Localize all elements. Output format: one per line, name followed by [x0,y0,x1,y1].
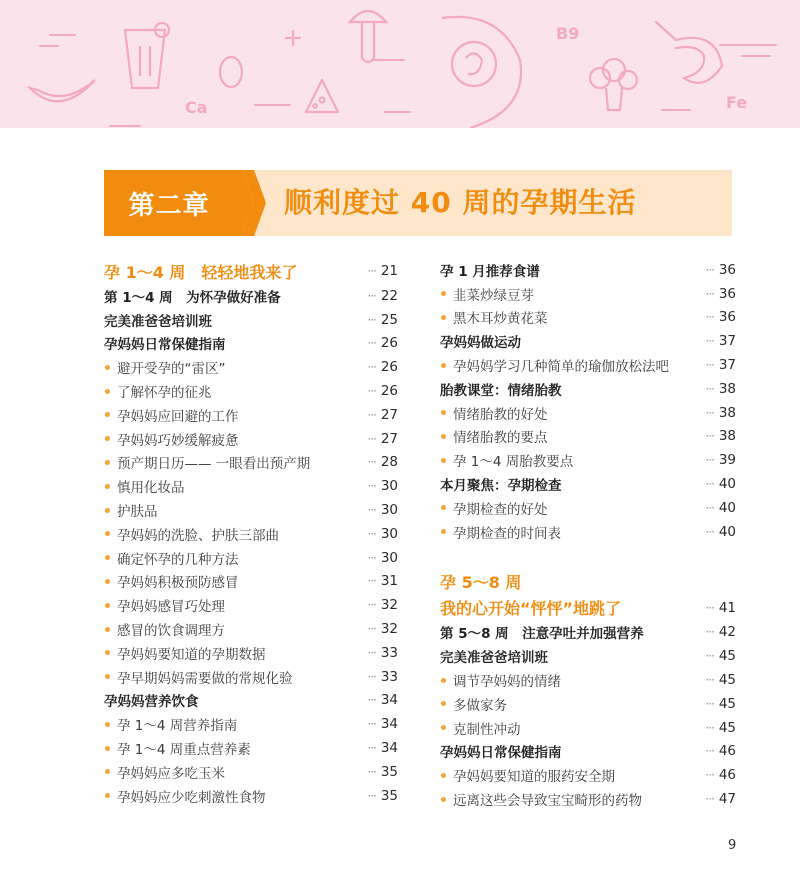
toc-subentry[interactable] [104,355,398,379]
bullet-dot-icon [105,412,110,417]
toc-subentry[interactable] [104,474,398,498]
toc-entry-label: 孕妈妈应少吃刺激性食物 [117,789,266,806]
page-ref: 47 [718,791,736,808]
page-ref: 31 [380,573,398,590]
page-number: 9 [728,838,737,853]
page-ref: 33 [380,668,398,685]
week-heading-line2[interactable] [440,595,736,621]
bullet-dot-icon [105,365,110,370]
toc-entry-label: 慎用化妆品 [117,480,185,497]
page-ref: 30 [380,525,398,542]
dot-leader: ··· [367,479,376,494]
page-ref: 28 [380,454,398,471]
toc-entry-label: 情绪胎教的好处 [453,406,548,423]
toc-subentry[interactable] [440,448,736,472]
toc-entry-label: 孕 1～4 周重点营养素 [117,742,251,759]
toc-subentry[interactable] [440,496,736,520]
nutrition-doodles [0,0,800,128]
page-ref: 36 [718,285,736,302]
dot-leader: ··· [705,358,714,373]
broccoli-icon [590,59,637,110]
toc-entry-label: 孕早期妈妈需要做的常规化验 [117,670,293,687]
toc-section-entry[interactable] [440,258,736,282]
dot-leader: ··· [705,262,714,277]
toc-subentry[interactable] [104,379,398,403]
page-ref: 40 [718,499,736,516]
page-ref: 25 [380,311,398,328]
dot-leader: ··· [367,312,376,327]
page-ref: 34 [380,692,398,709]
bullet-dot-icon [441,725,446,730]
dot-leader: ··· [367,264,376,278]
toc-entry-label: 孕妈妈日常保健指南 [104,337,226,354]
dot-leader: ··· [367,336,376,351]
bullet-dot-icon [441,797,446,802]
toc-entry-label: 胎教课堂：情绪胎教 [440,382,562,399]
page-ref: 32 [380,621,398,638]
toc-entry-label: 孕妈妈学习几种简单的瑜伽放松法吧 [453,359,669,376]
bullet-dot-icon [105,508,110,513]
toc-subentry[interactable] [440,425,736,449]
dot-leader: ··· [705,381,714,396]
dot-leader: ··· [367,669,376,684]
toc-entry-label: 调节孕妈妈的情绪 [453,674,561,691]
chapter-title: 顺利度过 40 周的孕期生活 [284,186,637,219]
page-ref: 36 [718,261,736,278]
bullet-dot-icon [105,627,110,632]
toc-subentry[interactable] [104,617,398,641]
toc-subentry[interactable] [104,736,398,760]
chapter-tag [104,170,242,236]
plus-icon [286,31,300,45]
dot-leader: ··· [705,334,714,349]
toc-entry-label: 孕妈妈应回避的工作 [117,408,239,425]
dot-leader: ··· [367,788,376,803]
calcium-label: Ca [185,98,208,117]
page-ref: 26 [380,335,398,352]
toc-entry-label: 多做家务 [453,697,507,714]
bullet-dot-icon [105,722,110,727]
toc-entry-label: 本月聚焦：孕期检查 [440,478,562,495]
toc-section-entry[interactable] [104,308,398,332]
bullet-dot-icon [441,410,446,415]
toc-entry-label: 了解怀孕的征兆 [117,385,212,402]
page-ref: 26 [380,359,398,376]
toc-subentry[interactable] [104,784,398,808]
toc-entry-label: 远离这些会导致宝宝畸形的药物 [453,793,642,810]
page-ref: 45 [718,672,736,689]
dot-leader: ··· [367,407,376,422]
page-ref: 30 [380,502,398,519]
toc-entry-label: 感冒的饮食调理方 [117,623,225,640]
cheese-icon [306,80,338,112]
dot-leader: ··· [367,574,376,589]
bullet-dot-icon [105,769,110,774]
page-ref: 26 [380,383,398,400]
dot-leader: ··· [367,622,376,637]
toc-entry-label: 孕 1～4 周营养指南 [117,718,238,735]
page-ref: 45 [718,648,736,665]
week-heading[interactable] [104,258,398,284]
page-ref: 30 [380,478,398,495]
page-ref: 46 [718,743,736,760]
toc-subentry[interactable] [440,692,736,716]
mushroom-icon [350,11,386,62]
toc-entry-label: 完美准爸爸培训班 [104,313,212,330]
toc-entry-label: 孕妈妈应多吃玉米 [117,765,225,782]
page-ref: 38 [718,380,736,397]
bullet-dot-icon [105,650,110,655]
page-ref: 38 [718,404,736,421]
dot-leader: ··· [367,550,376,565]
toc-entry-label: 黑木耳炒黄花菜 [453,311,548,328]
page-ref: 32 [380,597,398,614]
page-ref: 45 [718,719,736,736]
toc-subentry[interactable] [440,520,736,544]
juice-glass-icon [125,23,169,88]
bullet-dot-icon [105,579,110,584]
week-heading-line1[interactable]: 孕 5～8 周 [440,572,522,592]
toc-subentry[interactable] [440,401,736,425]
toc-subentry[interactable] [440,353,736,377]
dot-leader: ··· [705,649,714,664]
dot-leader: ··· [705,625,714,640]
toc-subentry[interactable] [104,760,398,784]
chapter-number: 第二章 [128,190,210,221]
bullet-dot-icon [441,458,446,463]
toc-entry-label: 孕妈妈做运动 [440,335,521,352]
page-ref: 34 [380,716,398,733]
bullet-dot-icon [105,674,110,679]
toc-subentry[interactable] [104,498,398,522]
toc-entry-label: 孕 1～4 周胎教要点 [453,454,574,471]
dot-leader: ··· [705,429,714,444]
bullet-dot-icon [105,460,110,465]
toc-right-column [440,258,736,811]
bullet-dot-icon [105,436,110,441]
dot-leader: ··· [705,768,714,783]
toc-entry-label: 孕妈妈积极预防感冒 [117,575,239,592]
bullet-dot-icon [441,529,446,534]
dot-leader: ··· [705,500,714,515]
bullet-dot-icon [105,484,110,489]
toc-subentry[interactable] [104,712,398,736]
toc-subentry[interactable] [440,763,736,787]
toc-entry-label: 确定怀孕的几种方法 [117,551,239,568]
toc-subentry[interactable] [104,641,398,665]
toc-left-column [104,258,398,808]
bullet-dot-icon [441,505,446,510]
page-ref: 27 [380,406,398,423]
bullet-dot-icon [441,434,446,439]
toc-subentry[interactable] [104,665,398,689]
page-ref: 39 [718,452,736,469]
toc-section-entry[interactable] [440,472,736,496]
chevron-right-icon [240,170,270,236]
toc-subentry[interactable] [440,282,736,306]
toc-entry-label: 孕 1 月推荐食谱 [440,263,540,280]
block-spacer [440,544,736,570]
toc-subentry[interactable] [104,546,398,570]
dot-leader: ··· [367,431,376,446]
dot-leader: ··· [705,696,714,711]
page-ref: 27 [380,430,398,447]
toc-subentry[interactable] [440,787,736,811]
toc-subentry[interactable] [104,451,398,475]
toc-entry-label: 孕妈妈巧妙缓解疲惫 [117,432,239,449]
dot-leader: ··· [705,600,714,615]
iron-label: Fe [726,93,748,112]
page-ref: 41 [718,599,736,616]
toc-section-entry[interactable] [104,689,398,713]
dot-leader: ··· [367,693,376,708]
dot-leader: ··· [367,360,376,375]
dot-leader: ··· [705,310,714,325]
toc-subentry[interactable] [104,403,398,427]
week-heading-label: 我的心开始“怦怦”地跳了 [440,599,622,619]
dot-leader: ··· [367,717,376,732]
toc-section-entry[interactable] [440,377,736,401]
toc-subentry[interactable] [104,522,398,546]
dot-leader: ··· [367,288,376,303]
page-ref: 37 [718,357,736,374]
bullet-dot-icon [441,291,446,296]
page-ref: 40 [718,523,736,540]
page-ref: 35 [380,787,398,804]
dot-leader: ··· [705,286,714,301]
toc-subentry[interactable] [104,593,398,617]
banana-icon [30,80,95,101]
top-decor-band [0,0,800,128]
bullet-dot-icon [441,678,446,683]
page-ref: 45 [718,695,736,712]
toc-entry-label: 孕 1～4 周 轻轻地我来了 [104,262,298,282]
dot-leader: ··· [367,764,376,779]
page-ref: 33 [380,644,398,661]
toc-subentry[interactable] [104,570,398,594]
dot-leader: ··· [705,744,714,759]
toc-section-entry[interactable] [440,329,736,353]
dot-leader: ··· [705,720,714,735]
toc-entry-label: 孕妈妈日常保健指南 [440,745,562,762]
toc-entry-label: 孕妈妈要知道的孕期数据 [117,646,266,663]
dot-leader: ··· [705,477,714,492]
page-ref: 46 [718,767,736,784]
egg-icon [220,57,242,87]
toc-entry-label: 第 5～8 周 注意孕吐并加强营养 [440,626,644,643]
toc-entry-label: 第 1～4 周 为怀孕做好准备 [104,289,281,306]
vitamin-b9-label: B9 [556,24,580,43]
toc-section-entry[interactable] [440,644,736,668]
dot-leader: ··· [367,741,376,756]
toc-entry-label: 护肤品 [117,504,158,521]
page-ref: 40 [718,476,736,493]
toc-subentry[interactable] [440,716,736,740]
toc-section-entry[interactable] [440,740,736,764]
toc-subentry[interactable] [440,306,736,330]
toc-section-entry[interactable] [104,284,398,308]
toc-entry-label: 孕妈妈营养饮食 [104,694,199,711]
toc-entry-label: 孕妈妈要知道的服药安全期 [453,769,615,786]
page-ref: 35 [380,763,398,780]
dot-leader: ··· [367,503,376,518]
dot-leader: ··· [367,384,376,399]
page-ref: 34 [380,740,398,757]
page-ref: 30 [380,549,398,566]
toc-entry-label: 孕期检查的时间表 [453,525,561,542]
bullet-dot-icon [441,315,446,320]
bullet-dot-icon [105,555,110,560]
bullet-dot-icon [105,389,110,394]
page-ref: 42 [718,624,736,641]
toc-entry-label: 韭菜炒绿豆芽 [453,287,534,304]
dot-leader: ··· [705,453,714,468]
dot-leader: ··· [705,524,714,539]
toc-entry-label: 孕妈妈的洗脸、护肤三部曲 [117,527,279,544]
toc-subentry[interactable] [104,427,398,451]
toc-entry-label: 克制性冲动 [453,721,521,738]
dot-leader: ··· [705,405,714,420]
shrimp-icon [656,22,722,83]
bullet-dot-icon [105,793,110,798]
chapter-banner [104,170,732,236]
dot-leader: ··· [367,526,376,541]
bullet-dot-icon [105,603,110,608]
toc-entry-label: 完美准爸爸培训班 [440,650,548,667]
bullet-dot-icon [441,363,446,368]
fetus-icon [442,17,521,128]
page-ref: 21 [380,263,398,279]
toc-section-entry[interactable] [104,332,398,356]
toc-entry-label: 情绪胎教的要点 [453,430,548,447]
toc-section-entry[interactable] [440,621,736,645]
dot-leader: ··· [367,645,376,660]
dot-leader: ··· [705,673,714,688]
bullet-dot-icon [105,531,110,536]
toc-entry-label: 避开受孕的“雷区” [117,361,226,378]
page-ref: 36 [718,309,736,326]
toc-subentry[interactable] [440,668,736,692]
dot-leader: ··· [367,598,376,613]
bullet-dot-icon [441,773,446,778]
bullet-dot-icon [441,701,446,706]
page-ref: 38 [718,428,736,445]
toc-entry-label: 孕期检查的好处 [453,501,548,518]
toc-entry-label: 预产期日历—— 一眼看出预产期 [117,456,311,473]
dot-leader: ··· [367,455,376,470]
dot-leader: ··· [705,792,714,807]
bullet-dot-icon [105,746,110,751]
page-ref: 37 [718,333,736,350]
toc-entry-label: 孕妈妈感冒巧处理 [117,599,225,616]
page-ref: 22 [380,287,398,304]
